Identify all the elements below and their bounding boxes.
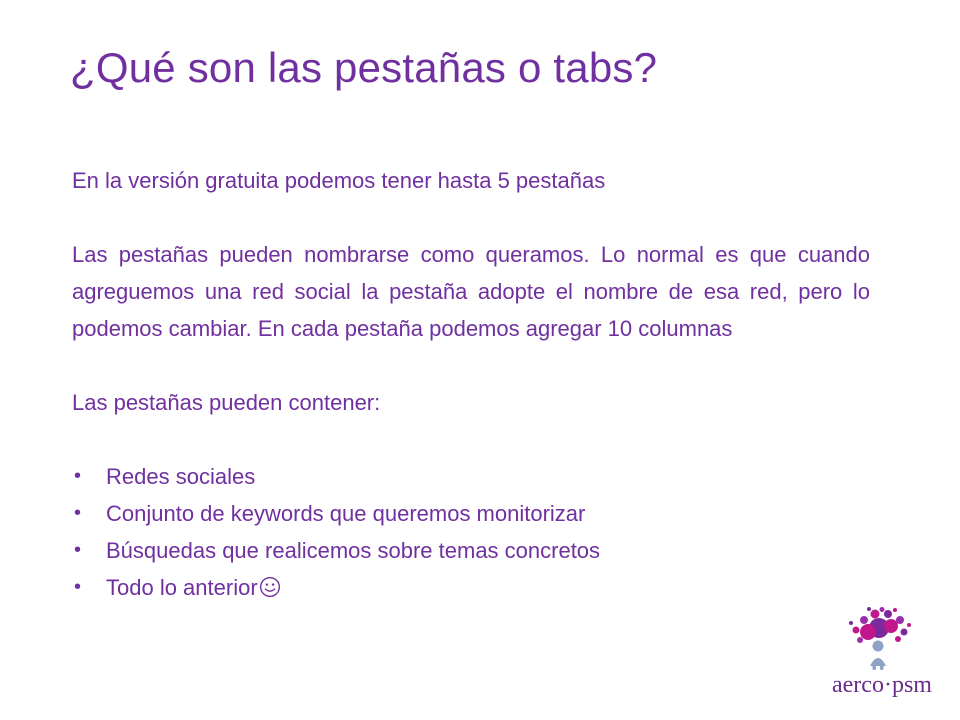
list-item (72, 458, 870, 495)
aerco-psm-logo (824, 606, 936, 706)
intro-paragraph: En la versión gratuita podemos tener hasta 5 pestañas (72, 168, 606, 193)
list-item (72, 532, 870, 569)
list-item-text: Conjunto de keywords que queremos monitorizar (106, 501, 586, 526)
aerco-psm-logo-icon (842, 606, 918, 670)
bullet-icon: • (74, 502, 82, 524)
list-item (72, 495, 870, 532)
slide-title: ¿Qué son las pestañas o tabs? (70, 44, 658, 91)
bullet-icon: • (74, 539, 82, 561)
list-item (72, 569, 870, 606)
slide-body (72, 162, 870, 606)
list-item-text: Búsquedas que realicemos sobre temas concretos (106, 538, 601, 563)
list-item-text: Redes sociales (106, 464, 256, 489)
logo-text: aerco·psm (832, 672, 932, 698)
bullet-icon: • (74, 576, 82, 598)
naming-paragraph: Las pestañas pueden nombrarse como queramos. Lo normal es que cuando agreguemos una red social la pestaña adopte el nombre de esa red, pero lo podemos cambiar. En cada pestaña podemos agregar 10 columnas (72, 242, 870, 341)
list-item-text: Todo lo anterior (106, 575, 258, 600)
bullet-icon: • (74, 465, 82, 487)
contents-intro-paragraph: Las pestañas pueden contener: (72, 390, 381, 415)
bullet-list (72, 458, 870, 606)
smiley-icon (259, 576, 281, 598)
